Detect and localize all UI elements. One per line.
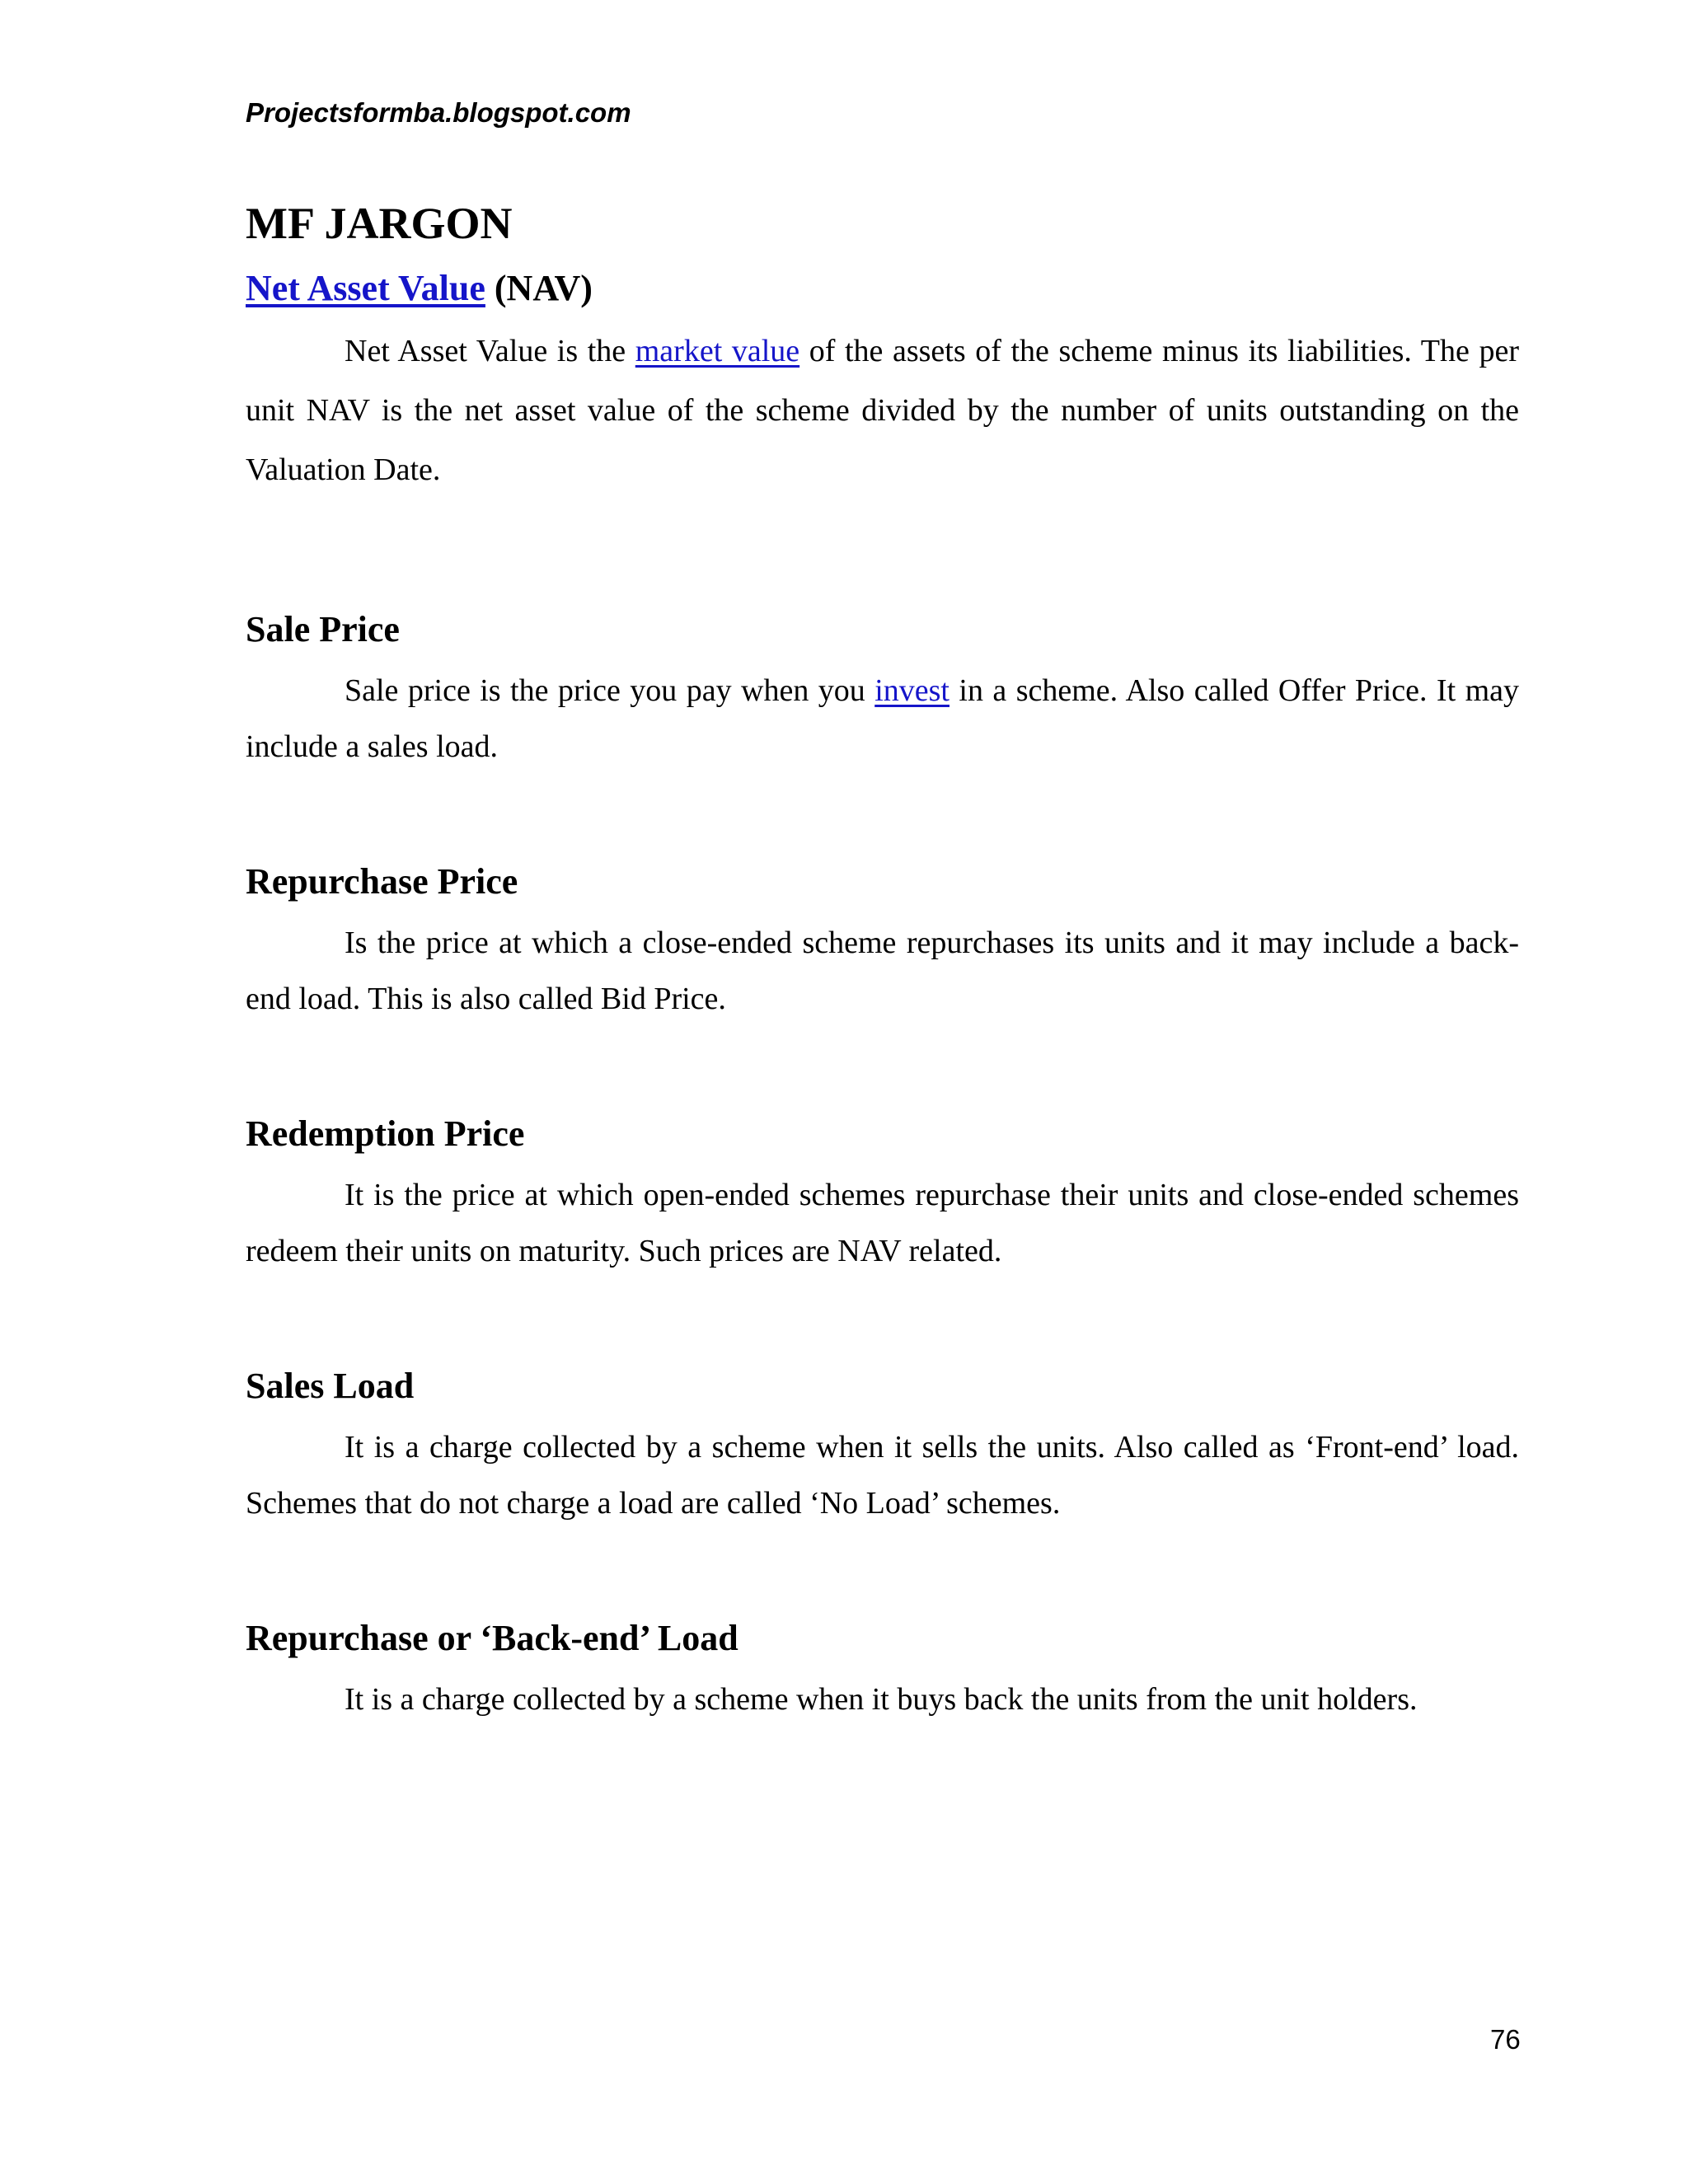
redemption-price-paragraph: It is the price at which open-ended schemes repurchase their units and close-ended schemes redeem their units on maturity. Such prices are NAV related. — [246, 1178, 1519, 1268]
section-repurchase-price — [246, 849, 1519, 1027]
sales-load-paragraph: It is a charge collected by a scheme when it sells the units. Also called as ‘Front-end’ load. Schemes that do not charge a load are called ‘No Load’ schemes. — [246, 1430, 1519, 1521]
section-sale-price — [246, 597, 1519, 775]
section-heading-nav — [246, 255, 1519, 321]
section-backend-load — [246, 1605, 1519, 1727]
nav-para-text-1: Net Asset Value is the — [345, 334, 635, 368]
sale-price-text-1: Sale price is the price you pay when you — [345, 673, 875, 708]
sale-price-text-2: in a scheme. Also called Offer Price. It may include a sales load. — [246, 673, 1519, 764]
net-asset-value-link[interactable]: Net Asset Value — [246, 268, 485, 308]
sale-price-paragraph — [246, 663, 1519, 775]
page-content — [246, 191, 1519, 1727]
nav-para-text-2: of the assets of the scheme minus its liabilities. The per unit NAV is the net asset value of the scheme divided by the number of units outstanding on the Valuation Date. — [246, 334, 1519, 487]
spacer — [246, 499, 1519, 597]
nav-heading-suffix: (NAV) — [485, 268, 593, 308]
section-heading-redemption-price: Redemption Price — [246, 1113, 525, 1154]
spacer — [246, 1279, 1519, 1353]
section-heading-sales-load: Sales Load — [246, 1366, 415, 1406]
section-nav — [246, 255, 1519, 499]
page-header-site: Projectsformba.blogspot.com — [246, 97, 631, 128]
section-redemption-price — [246, 1101, 1519, 1279]
page-number: 76 — [1490, 2024, 1521, 2055]
backend-load-paragraph: It is a charge collected by a scheme when it buys back the units from the unit holders. — [345, 1682, 1418, 1717]
section-heading-repurchase-price: Repurchase Price — [246, 861, 518, 902]
section-heading-sale-price: Sale Price — [246, 609, 400, 649]
market-value-link[interactable]: market value — [635, 334, 800, 368]
nav-paragraph — [246, 321, 1519, 499]
section-heading-backend-load: Repurchase or ‘Back-end’ Load — [246, 1618, 738, 1658]
page-title: MF JARGON — [246, 199, 513, 248]
invest-link[interactable]: invest — [874, 673, 950, 708]
repurchase-price-paragraph: Is the price at which a close-ended scheme repurchases its units and it may include a back-end load. This is also called Bid Price. — [246, 926, 1519, 1016]
spacer — [246, 1531, 1519, 1605]
section-sales-load — [246, 1353, 1519, 1531]
spacer — [246, 775, 1519, 849]
spacer — [246, 1027, 1519, 1101]
